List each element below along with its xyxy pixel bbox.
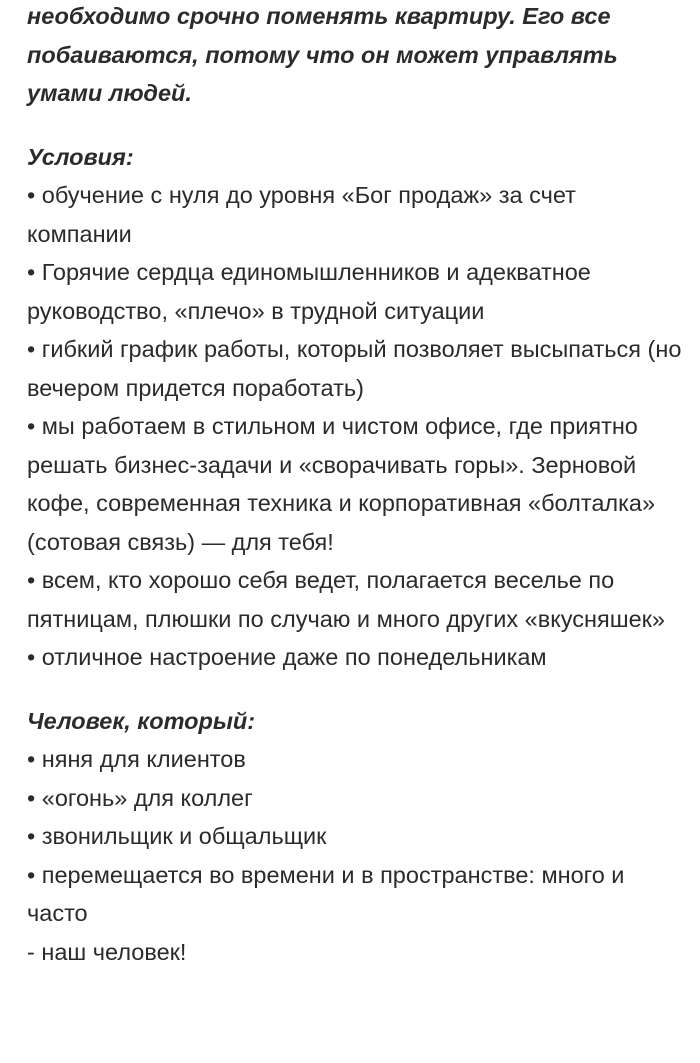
spacer xyxy=(27,677,687,702)
list-item: • всем, кто хорошо себя ведет, полагается веселье по пятницам, плюшки по случаю и много других «вкусняшек» xyxy=(27,567,665,632)
conditions-heading: Условия: xyxy=(27,143,134,170)
list-item: • перемещается во времени и в пространстве: много и часто xyxy=(27,861,625,926)
person-heading: Человек, который: xyxy=(27,707,256,734)
list-item: • гибкий график работы, который позволяет высыпаться (но вечером придется поработать) xyxy=(27,336,682,401)
list-item: • няня для клиентов xyxy=(27,746,246,772)
list-item: • Горячие сердца единомышленников и адекватное руководство, «плечо» в трудной ситуации xyxy=(27,259,591,324)
list-item: - наш человек! xyxy=(27,938,187,965)
list-item: • отличное настроение даже по понедельникам xyxy=(27,644,547,670)
article-text xyxy=(27,0,687,971)
conditions-list xyxy=(27,176,687,677)
intro-paragraph: необходимо срочно поменять квартиру. Его все побаиваются, потому что он может управлять умами людей. xyxy=(27,3,618,106)
list-item: • мы работаем в стильном и чистом офисе, где приятно решать бизнес-задачи и «сворачивать горы». Зерновой кофе, современная техника и корпоративная «болталка» (сотовая связь) — для тебя! xyxy=(27,413,656,555)
list-item: • обучение с нуля до уровня «Бог продаж» за счет компании xyxy=(27,182,576,247)
spacer xyxy=(27,113,687,138)
list-item: • «огонь» для коллег xyxy=(27,784,253,811)
list-item: • звонильщик и общальщик xyxy=(27,823,327,849)
person-list xyxy=(27,740,687,971)
